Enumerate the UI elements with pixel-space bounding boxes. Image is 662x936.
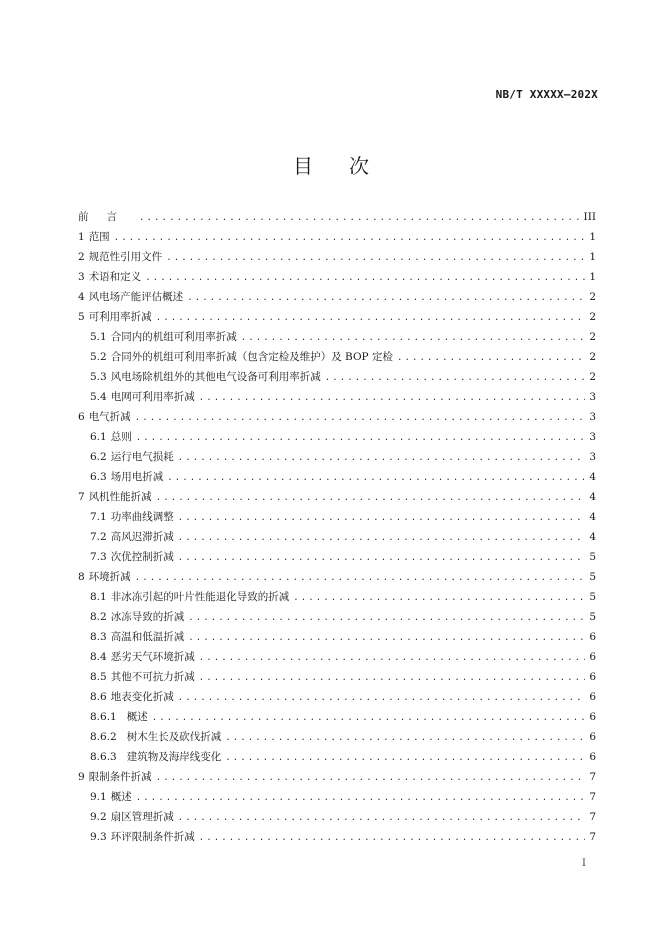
toc-entry-page: 6 (589, 671, 596, 683)
toc-entry-number: 7.3 (90, 551, 107, 563)
toc-entry-page: 7 (589, 831, 596, 843)
toc-leader-dots (188, 628, 585, 648)
toc-entry-page: 4 (589, 491, 596, 503)
toc-leader-dots (199, 668, 586, 688)
toc-entry-title: 高风迟滞折减 (110, 531, 174, 543)
toc-entry[interactable] (78, 327, 596, 347)
toc-entry-number: 9.1 (90, 791, 107, 803)
toc-entry[interactable] (78, 267, 596, 287)
toc-entry-page: 4 (589, 531, 596, 543)
toc-leader-dots (293, 588, 585, 608)
toc-entry-page: 2 (589, 291, 596, 303)
toc-entry-page: 2 (589, 351, 596, 363)
toc-entry-page: 4 (589, 471, 596, 483)
toc-entry-page: 5 (589, 591, 596, 603)
toc-leader-dots (114, 228, 586, 248)
toc-leader-dots (241, 328, 586, 348)
toc-entry[interactable] (78, 347, 596, 367)
toc-entry-number: 8.6 (90, 691, 107, 703)
toc-entry-title: 其他不可抗力折减 (110, 671, 195, 683)
toc-leader-dots (135, 408, 586, 428)
toc-entry-page: 6 (589, 731, 596, 743)
toc-entry-number: 7.1 (90, 511, 107, 523)
toc-entry-page: 3 (589, 431, 596, 443)
toc-entry-page: 6 (589, 691, 596, 703)
toc-entry[interactable] (78, 667, 596, 687)
toc-entry-page: 6 (589, 711, 596, 723)
toc-entry-page: 2 (589, 331, 596, 343)
toc-entry-number: 9 (78, 771, 85, 783)
toc-entry-title: 恶劣天气环境折减 (110, 651, 195, 663)
toc-entry[interactable] (78, 647, 596, 667)
toc-entry-number: 7.2 (90, 531, 107, 543)
toc-entry-title: 风机性能折减 (88, 491, 152, 503)
toc-entry-number: 8 (78, 571, 85, 583)
toc-entry-number: 9.3 (90, 831, 107, 843)
toc-leader-dots (167, 468, 585, 488)
toc-entry-title: 树木生长及砍伐折减 (126, 731, 222, 743)
toc-entry-number: 8.3 (90, 631, 107, 643)
toc-entry-title: 场用电折减 (110, 471, 164, 483)
toc-leader-dots (225, 748, 585, 768)
toc-entry[interactable] (78, 427, 596, 447)
toc-entry-page: 7 (589, 791, 596, 803)
toc-entry[interactable] (78, 727, 596, 747)
toc-entry[interactable] (78, 807, 596, 827)
toc-entry-title: 风电场产能评估概述 (88, 291, 184, 303)
toc-leader-dots (178, 688, 586, 708)
toc-entry[interactable] (78, 487, 596, 507)
toc-entry-title: 概述 (126, 711, 148, 723)
toc-entry[interactable] (78, 207, 596, 227)
toc-leader-dots (156, 308, 586, 328)
page-title: 目次 (293, 154, 405, 178)
toc-entry-page: 5 (589, 571, 596, 583)
toc-entry[interactable] (78, 567, 596, 587)
toc-entry-page: III (583, 211, 596, 223)
toc-entry-number: 1 (78, 231, 85, 243)
toc-leader-dots (136, 788, 586, 808)
toc-leader-dots (145, 268, 585, 288)
toc-entry-number: 3 (78, 271, 85, 283)
toc-entry-page: 6 (589, 651, 596, 663)
toc-leader-dots (325, 368, 586, 388)
toc-entry[interactable] (78, 827, 596, 847)
toc-entry-page: 4 (589, 511, 596, 523)
toc-entry-number: 6.3 (90, 471, 107, 483)
toc-entry-page: 7 (589, 811, 596, 823)
toc-leader-dots (178, 808, 586, 828)
toc-entry-number: 8.2 (90, 611, 107, 623)
toc-entry-number: 8.6.2 (90, 731, 117, 743)
toc-leader-dots (135, 568, 586, 588)
toc-entry-number: 6 (78, 411, 85, 423)
toc-entry-title: 功率曲线调整 (110, 511, 174, 523)
toc-leader-dots (178, 508, 586, 528)
toc-entry-title: 运行电气损耗 (110, 451, 174, 463)
toc-entry-title: 可利用率折减 (88, 311, 152, 323)
toc-entry-page: 3 (589, 391, 596, 403)
toc-leader-dots (199, 388, 586, 408)
toc-entry-number: 8.5 (90, 671, 107, 683)
toc-entry[interactable] (78, 307, 596, 327)
toc-entry-page: 6 (589, 751, 596, 763)
toc-entry-title: 电网可利用率折减 (110, 391, 195, 403)
toc-leader-dots (188, 608, 585, 628)
toc-entry-number: 8.6.3 (90, 751, 117, 763)
toc-entry[interactable] (78, 287, 596, 307)
toc-entry-number: 8.6.1 (90, 711, 117, 723)
toc-entry-title: 地表变化折减 (110, 691, 174, 703)
toc-entry-title: 扇区管理折减 (110, 811, 174, 823)
toc-entry[interactable] (78, 687, 596, 707)
toc-entry-page: 1 (589, 251, 596, 263)
toc-entry-number: 5.2 (90, 351, 107, 363)
toc-leader-dots (136, 428, 586, 448)
toc-entry-title: 环境折减 (88, 571, 131, 583)
toc-leader-dots (178, 548, 586, 568)
toc-entry-page: 5 (589, 611, 596, 623)
toc-entry-title: 风电场除机组外的其他电气设备可利用率折减 (110, 371, 321, 383)
toc-entry[interactable] (78, 787, 596, 807)
toc-entry-title: 前言 (78, 211, 135, 223)
toc-entry-title: 电气折减 (88, 411, 131, 423)
toc-entry-number: 2 (78, 251, 85, 263)
toc-entry[interactable] (78, 507, 596, 527)
table-of-contents (78, 207, 596, 847)
toc-entry-page: 1 (589, 271, 596, 283)
toc-entry[interactable] (78, 447, 596, 467)
document-code: NB/T XXXXX—202X (495, 88, 598, 101)
toc-entry-title: 范围 (88, 231, 110, 243)
toc-entry-title: 建筑物及海岸线变化 (126, 751, 222, 763)
toc-entry-title: 合同内的机组可利用率折减 (110, 331, 237, 343)
toc-entry-number: 6.1 (90, 431, 107, 443)
toc-entry[interactable] (78, 747, 596, 767)
toc-entry[interactable] (78, 607, 596, 627)
toc-entry-page: 6 (589, 631, 596, 643)
toc-entry-title: 术语和定义 (88, 271, 142, 283)
toc-leader-dots (178, 528, 586, 548)
toc-entry-page: 5 (589, 551, 596, 563)
toc-entry-number: 7 (78, 491, 85, 503)
toc-entry-title: 概述 (110, 791, 132, 803)
toc-entry[interactable] (78, 387, 596, 407)
toc-entry[interactable] (78, 587, 596, 607)
toc-leader-dots (199, 828, 586, 848)
toc-entry-number: 4 (78, 291, 85, 303)
toc-entry-title: 非冰冻引起的叶片性能退化导致的折减 (110, 591, 290, 603)
toc-entry-page: 2 (589, 311, 596, 323)
toc-entry-number: 9.2 (90, 811, 107, 823)
toc-entry-page: 3 (589, 411, 596, 423)
toc-entry[interactable] (78, 547, 596, 567)
toc-entry-number: 6.2 (90, 451, 107, 463)
toc-entry[interactable] (78, 527, 596, 547)
toc-entry-title: 次优控制折减 (110, 551, 174, 563)
toc-entry[interactable] (78, 247, 596, 267)
toc-entry-title: 高温和低温折减 (110, 631, 185, 643)
toc-leader-dots (225, 728, 585, 748)
toc-entry-number: 8.1 (90, 591, 107, 603)
toc-leader-dots (199, 648, 586, 668)
toc-leader-dots (156, 768, 586, 788)
toc-entry-number: 8.4 (90, 651, 107, 663)
toc-leader-dots (152, 708, 586, 728)
toc-entry-page: 7 (589, 771, 596, 783)
toc-entry-number: 5 (78, 311, 85, 323)
toc-entry-title: 总则 (110, 431, 132, 443)
toc-entry[interactable] (78, 467, 596, 487)
toc-entry[interactable] (78, 407, 596, 427)
toc-leader-dots (156, 488, 586, 508)
toc-leader-dots (397, 348, 585, 368)
toc-entry-title: 合同外的机组可利用率折减（包含定检及维护）及 BOP 定检 (110, 351, 393, 363)
toc-entry[interactable] (78, 627, 596, 647)
toc-leader-dots (187, 288, 585, 308)
toc-leader-dots (178, 448, 586, 468)
toc-leader-dots (166, 248, 585, 268)
toc-entry-number: 5.3 (90, 371, 107, 383)
toc-leader-dots (139, 208, 580, 228)
toc-entry-number: 5.1 (90, 331, 107, 343)
toc-entry-title: 冰冻导致的折减 (110, 611, 185, 623)
toc-entry-title: 环评限制条件折减 (110, 831, 195, 843)
toc-entry-title: 规范性引用文件 (88, 251, 163, 263)
toc-entry-page: 3 (589, 451, 596, 463)
page-number: I (582, 858, 586, 869)
toc-entry-title: 限制条件折减 (88, 771, 152, 783)
toc-entry-page: 1 (589, 231, 596, 243)
toc-entry[interactable] (78, 767, 596, 787)
toc-entry[interactable] (78, 707, 596, 727)
toc-entry-number: 5.4 (90, 391, 107, 403)
toc-entry-page: 2 (589, 371, 596, 383)
toc-entry[interactable] (78, 367, 596, 387)
toc-entry[interactable] (78, 227, 596, 247)
